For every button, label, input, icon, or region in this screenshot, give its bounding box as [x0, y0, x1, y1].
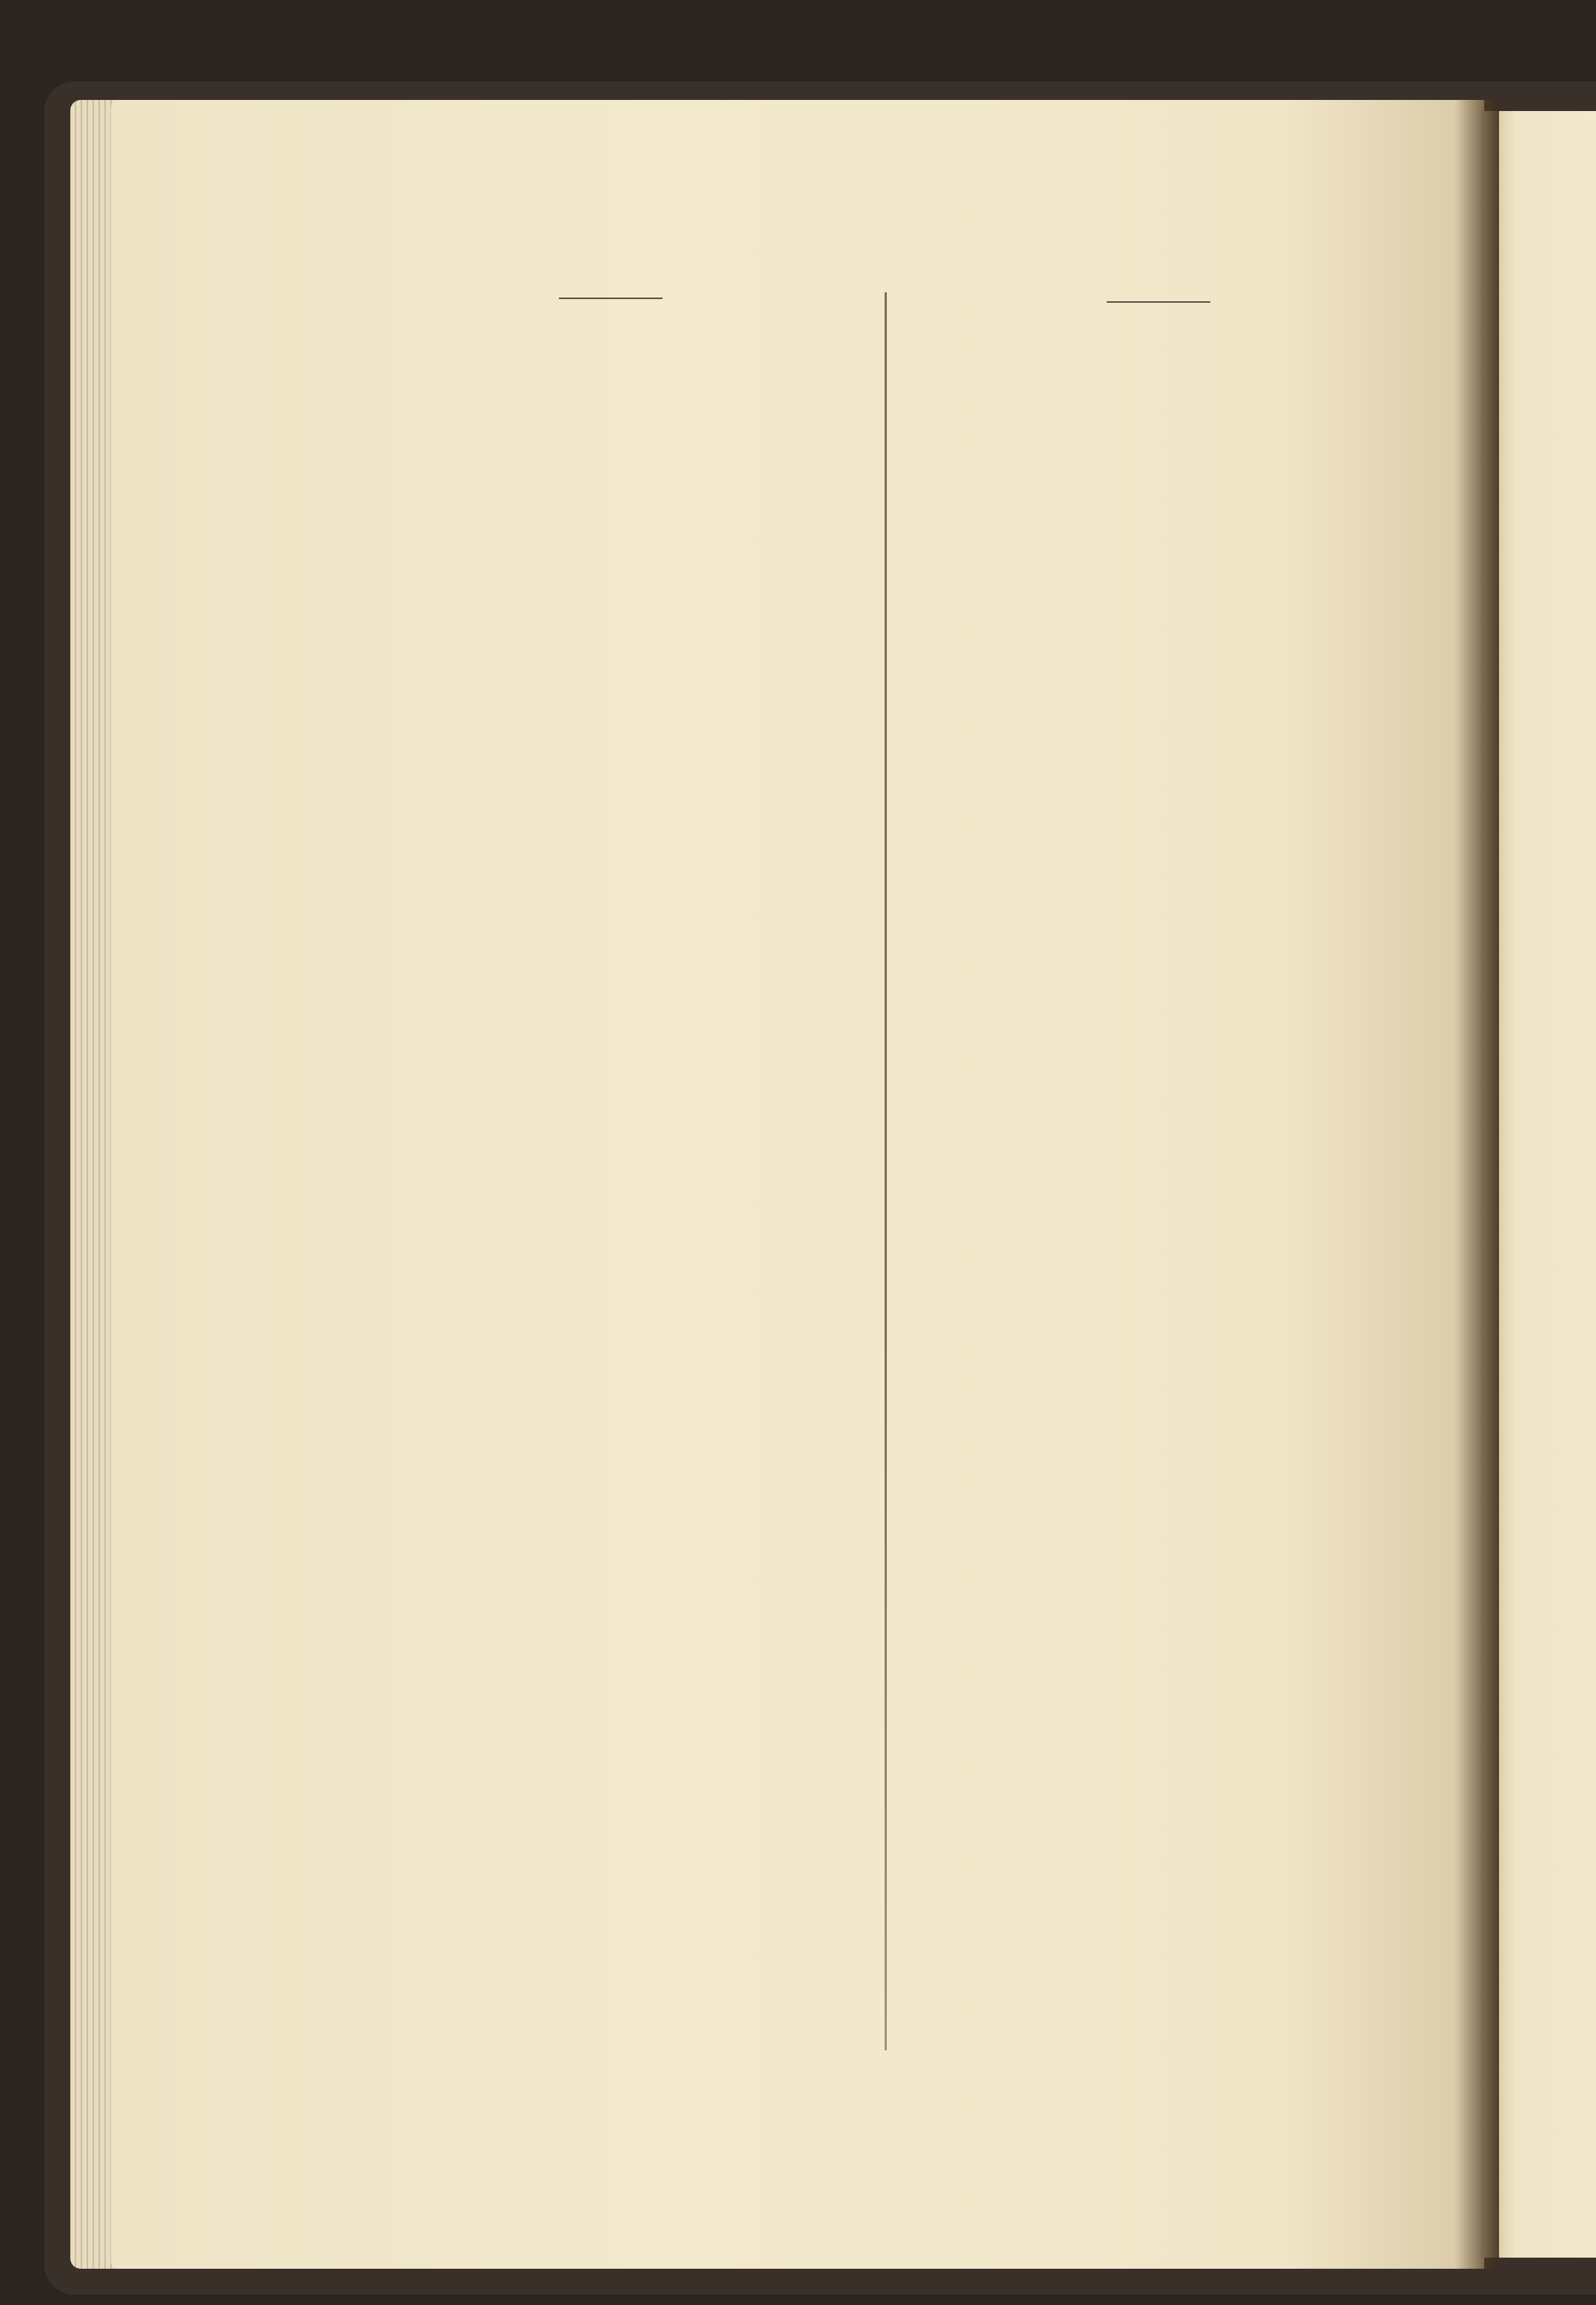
section-rule [1107, 301, 1210, 303]
section-rule [559, 298, 663, 299]
hymn32-melody [892, 319, 1425, 352]
right-column [892, 285, 1425, 356]
book-gutter [1455, 100, 1499, 2269]
left-column [348, 281, 874, 315]
book-page [111, 100, 1484, 2269]
column-divider [885, 292, 887, 2050]
